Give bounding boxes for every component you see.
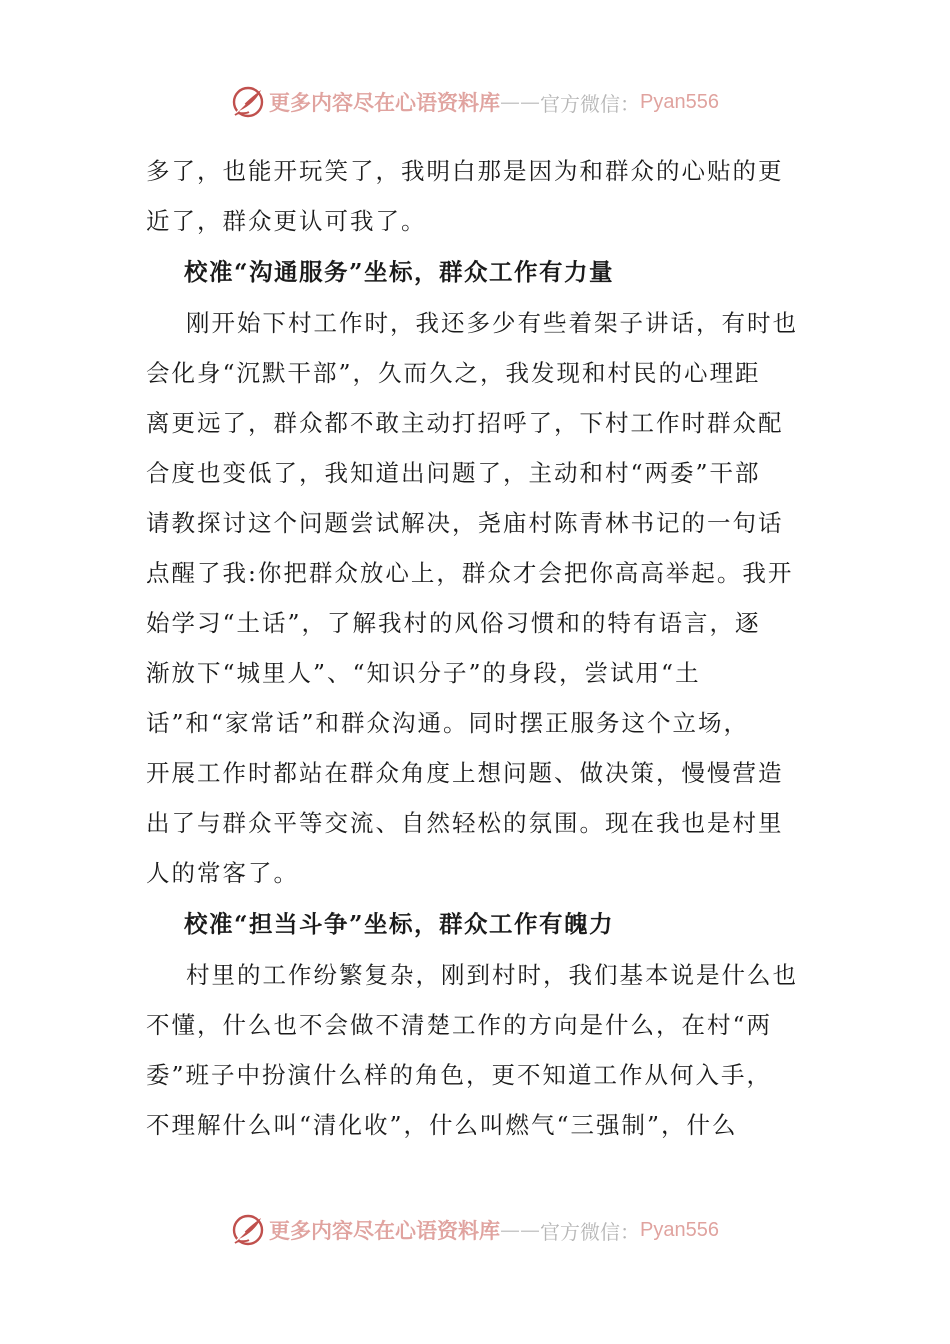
header-banner [0,82,950,122]
paragraph-line: 村里的工作纷繁复杂，刚到村时，我们基本说是什么也 [186,961,798,989]
paragraph-line: 出了与群众平等交流、自然轻松的氛围。现在我也是村里 [146,809,784,837]
document-body [146,146,806,1150]
paragraph-line: 委”班子中扮演什么样的角色，更不知道工作从何入手， [146,1061,773,1089]
banner-separator: —— [500,1218,541,1242]
paragraph-line: 会化身“沉默干部”，久而久之，我发现和村民的心理距 [146,359,761,387]
quill-pen-logo-icon [231,1213,265,1247]
wechat-id: Pyan556 [640,1218,719,1241]
brand-name: 更多内容尽在心语资料库 [269,90,501,115]
section-heading: 校准“沟通服务”坐标，群众工作有力量 [184,258,615,286]
official-wechat-label: 官方微信： [540,1219,641,1244]
official-wechat-label: 官方微信： [540,91,641,116]
paragraph-line: 始学习“土话”，了解我村的风俗习惯和的特有语言，逐 [146,609,761,637]
paragraph-line: 人的常客了。 [146,859,299,887]
section-heading: 校准“担当斗争”坐标，群众工作有魄力 [184,910,615,938]
paragraph-line: 近了，群众更认可我了。 [146,207,427,235]
paragraph-line: 话”和“家常话”和群众沟通。同时摆正服务这个立场， [146,709,750,737]
paragraph-line: 刚开始下村工作时，我还多少有些着架子讲话，有时也 [186,309,798,337]
paragraph-line: 开展工作时都站在群众角度上想问题、做决策，慢慢营造 [146,759,784,787]
banner-separator: —— [500,90,541,114]
paragraph-line: 离更远了，群众都不敢主动打招呼了，下村工作时群众配 [146,409,784,437]
brand-name: 更多内容尽在心语资料库 [269,1218,501,1243]
paragraph-line: 不懂，什么也不会做不清楚工作的方向是什么，在村“两 [146,1011,773,1039]
footer-banner [0,1210,950,1250]
quill-pen-logo-icon [231,85,265,119]
paragraph-line: 不理解什么叫“清化收”，什么叫燃气“三强制”，什么 [146,1111,738,1139]
paragraph-line: 多了，也能开玩笑了，我明白那是因为和群众的心贴的更 [146,157,784,185]
paragraph-line: 点醒了我:你把群众放心上，群众才会把你高高举起。我开 [146,559,794,587]
paragraph-line: 请教探讨这个问题尝试解决，尧庙村陈青林书记的一句话 [146,509,784,537]
paragraph-line: 合度也变低了，我知道出问题了，主动和村“两委”干部 [146,459,761,487]
wechat-id: Pyan556 [640,90,719,113]
paragraph-line: 渐放下“城里人”、“知识分子”的身段，尝试用“土 [146,659,701,687]
